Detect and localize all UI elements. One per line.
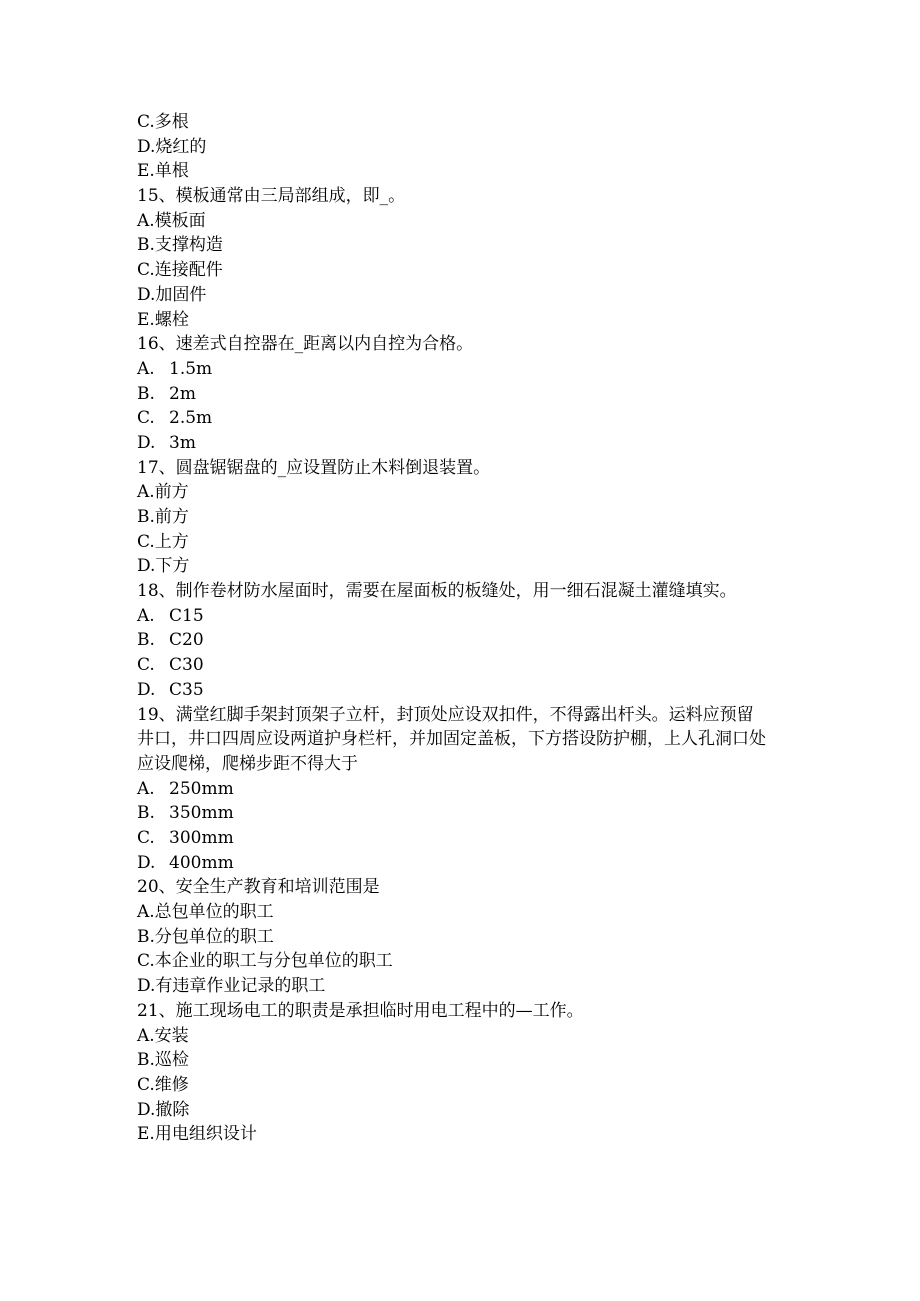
question-20: 20、安全生产教育和培训范围是 <box>137 877 380 898</box>
option-text: 1.5m <box>169 358 213 379</box>
option-c: C.连接配件 <box>137 260 223 281</box>
option-c: C.本企业的职工与分包单位的职工 <box>137 951 393 972</box>
option-d: D.下方 <box>137 556 190 577</box>
option-b: B.前方 <box>137 507 189 527</box>
option-letter: D. <box>137 679 156 700</box>
option-text: C30 <box>169 655 204 676</box>
option-letter: C. <box>137 408 155 429</box>
option-text: 300mm <box>169 828 234 848</box>
option-letter: B. <box>137 383 155 404</box>
option-b: B.分包单位的职工 <box>137 926 274 947</box>
option-d <box>137 678 777 703</box>
option-a <box>137 604 777 629</box>
option-b: B.支撑构造 <box>137 235 223 256</box>
document-page <box>137 110 777 1147</box>
option-d: D.有违章作业记录的职工 <box>137 976 326 997</box>
option-a: A.模板面 <box>137 210 206 231</box>
option-d: D.烧红的 <box>137 136 207 157</box>
option-d <box>137 431 777 456</box>
option-a <box>137 777 777 802</box>
option-letter: B. <box>137 803 155 824</box>
option-c: C.多根 <box>137 112 189 132</box>
option-text: C35 <box>169 679 204 700</box>
option-b <box>137 382 777 407</box>
option-b <box>137 801 777 826</box>
option-letter: D. <box>137 852 156 873</box>
option-text: 2.5m <box>169 408 213 429</box>
option-e: E.用电组织设计 <box>137 1124 257 1145</box>
question-18: 18、制作卷材防水屋面时，需要在屋面板的板缝处，用一细石混凝土灌缝填实。 <box>137 581 737 602</box>
option-letter: A. <box>137 358 155 379</box>
option-letter: D. <box>137 432 156 453</box>
question-19: 19、满堂红脚手架封顶架子立杆，封顶处应设双扣件，不得露出杆头。运料应预留井口，井口四周应设两道护身栏杆，并加固定盖板，下方搭设防护棚，上人孔洞口处应设爬梯，爬梯步距不得大于 <box>137 704 766 774</box>
option-text: 250mm <box>169 778 234 799</box>
option-d: D.加固件 <box>137 284 207 305</box>
question-15: 15、模板通常由三局部组成，即_。 <box>137 186 406 207</box>
option-c <box>137 653 777 678</box>
option-a: A.总包单位的职工 <box>137 902 274 923</box>
option-d: D.撤除 <box>137 1099 190 1120</box>
option-letter: C. <box>137 655 155 676</box>
option-a: A.前方 <box>137 482 189 503</box>
question-16: 16、速差式自控器在_距离以内自控为合格。 <box>137 334 474 355</box>
option-d <box>137 851 777 876</box>
option-e: E.螺栓 <box>137 309 189 330</box>
option-text: 3m <box>169 432 196 453</box>
question-21: 21、施工现场电工的职责是承担临时用电工程中的—工作。 <box>137 1000 584 1021</box>
option-text: C20 <box>169 630 204 651</box>
option-text: 400mm <box>169 852 234 873</box>
option-text: C15 <box>169 605 204 626</box>
question-17: 17、圆盘锯锯盘的_应设置防止木料倒退装置。 <box>137 457 491 478</box>
option-letter: C. <box>137 828 155 848</box>
option-letter: A. <box>137 778 155 799</box>
option-text: 2m <box>169 383 196 404</box>
option-letter: A. <box>137 605 155 626</box>
option-e: E.单根 <box>137 161 189 182</box>
option-a <box>137 357 777 382</box>
option-a: A.安装 <box>137 1025 189 1046</box>
option-c: C.维修 <box>137 1074 189 1095</box>
option-b: B.巡检 <box>137 1050 189 1071</box>
option-b <box>137 628 777 653</box>
option-text: 350mm <box>169 803 234 824</box>
option-c <box>137 826 777 851</box>
option-c <box>137 406 777 431</box>
option-letter: B. <box>137 630 155 651</box>
option-c: C.上方 <box>137 531 189 552</box>
